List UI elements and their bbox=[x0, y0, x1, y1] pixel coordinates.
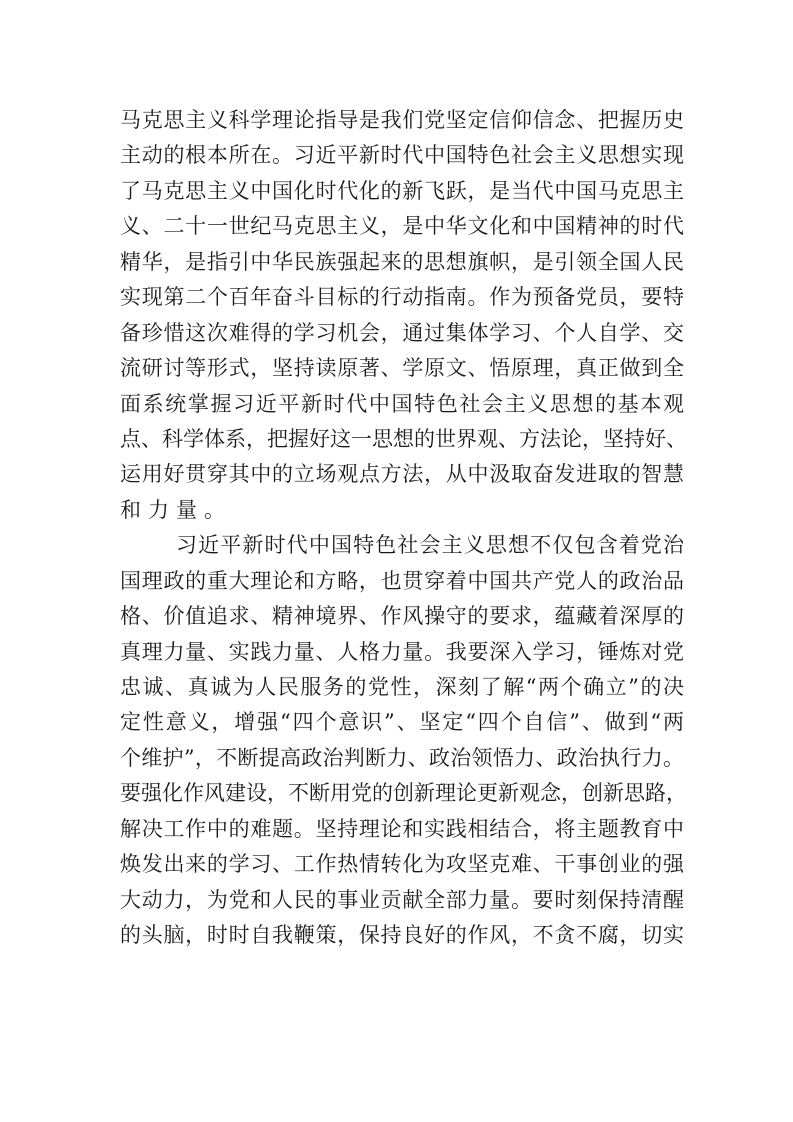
text-line: 习近平新时代中国特色社会主义思想不仅包含着党治 bbox=[176, 533, 684, 558]
text-line: 义、二十一世纪马克思主义，是中华文化和中国精神的时代 bbox=[120, 214, 684, 239]
text-line: 和力量。 bbox=[120, 497, 232, 522]
text-line: 忠诚、真诚为人民服务的党性，深刻了解“两个确立”的决 bbox=[120, 675, 684, 699]
text-line: 真理力量、实践力量、人格力量。我要深入学习，锤炼对党 bbox=[120, 639, 684, 664]
text-line: 运用好贯穿其中的立场观点方法，从中汲取奋发进取的智慧 bbox=[120, 462, 684, 487]
text-line: 国理政的重大理论和方略，也贯穿着中国共产党人的政治品 bbox=[120, 568, 684, 593]
text-line: 定性意义，增强“四个意识”、坚定“四个自信”、做到“两 bbox=[120, 710, 684, 735]
text-line: 备珍惜这次难得的学习机会，通过集体学习、个人自学、交 bbox=[120, 320, 684, 345]
text-line: 流研讨等形式，坚持读原著、学原文、悟原理，真正做到全 bbox=[120, 356, 684, 381]
text-line: 焕发出来的学习、工作热情转化为攻坚克难、干事创业的强 bbox=[120, 852, 684, 877]
text-line: 个维护”，不断提高政治判断力、政治领悟力、政治执行力。 bbox=[120, 745, 684, 770]
text-line: 主动的根本所在。习近平新时代中国特色社会主义思想实现 bbox=[120, 143, 684, 168]
text-line: 精华，是指引中华民族强起来的思想旗帜，是引领全国人民 bbox=[120, 249, 684, 274]
text-line: 面系统掌握习近平新时代中国特色社会主义思想的基本观 bbox=[120, 391, 684, 416]
text-line: 大动力，为党和人民的事业贡献全部力量。要时刻保持清醒 bbox=[120, 887, 684, 912]
document-body bbox=[120, 103, 687, 954]
text-line: 格、价值追求、精神境界、作风操守的要求，蕴藏着深厚的 bbox=[120, 604, 684, 629]
text-line: 解决工作中的难题。坚持理论和实践相结合，将主题教育中 bbox=[120, 816, 684, 841]
text-line: 的头脑，时时自我鞭策，保持良好的作风，不贪不腐，切实 bbox=[120, 923, 684, 948]
text-line: 要强化作风建设，不断用党的创新理论更新观念，创新思路， bbox=[120, 781, 687, 806]
text-line: 点、科学体系，把握好这一思想的世界观、方法论，坚持好、 bbox=[120, 426, 687, 451]
text-line: 了马克思主义中国化时代化的新飞跃，是当代中国马克思主 bbox=[120, 178, 684, 203]
paragraph bbox=[120, 103, 687, 528]
paragraph bbox=[120, 528, 687, 953]
text-line: 实现第二个百年奋斗目标的行动指南。作为预备党员，要特 bbox=[120, 285, 684, 310]
text-line: 马克思主义科学理论指导是我们党坚定信仰信念、把握历史 bbox=[120, 108, 684, 132]
